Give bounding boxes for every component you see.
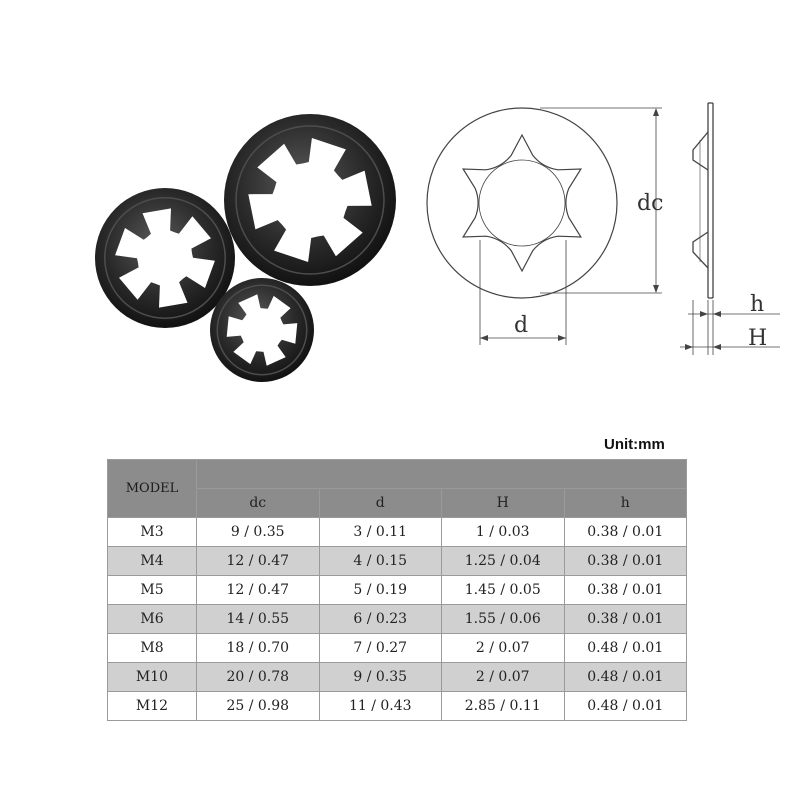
value-cell-H: 1 / 0.03 [442, 518, 565, 547]
value-cell-h: 0.48 / 0.01 [564, 663, 687, 692]
value-cell-dc: 12 / 0.47 [197, 547, 320, 576]
value-cell-dc: 12 / 0.47 [197, 576, 320, 605]
h-label: h [750, 292, 765, 317]
model-cell: M6 [108, 605, 197, 634]
table-row [108, 576, 687, 605]
value-cell-h: 0.38 / 0.01 [564, 518, 687, 547]
value-cell-H: 1.25 / 0.04 [442, 547, 565, 576]
value-cell-h: 0.38 / 0.01 [564, 547, 687, 576]
value-cell-d: 4 / 0.15 [319, 547, 442, 576]
value-cell-d: 7 / 0.27 [319, 634, 442, 663]
value-cell-d: 3 / 0.11 [319, 518, 442, 547]
table-row [108, 663, 687, 692]
table-body [108, 518, 687, 721]
d-label: d [514, 313, 529, 338]
H-label: H [748, 326, 768, 351]
value-cell-dc: 25 / 0.98 [197, 692, 320, 721]
header-band [197, 460, 687, 489]
value-cell-h: 0.48 / 0.01 [564, 634, 687, 663]
value-cell-dc: 14 / 0.55 [197, 605, 320, 634]
value-cell-h: 0.38 / 0.01 [564, 605, 687, 634]
table-row [108, 547, 687, 576]
table-row [108, 518, 687, 547]
inner-teeth-outline [463, 135, 581, 271]
value-cell-h: 0.48 / 0.01 [564, 692, 687, 721]
value-cell-H: 1.55 / 0.06 [442, 605, 565, 634]
value-cell-H: 1.45 / 0.05 [442, 576, 565, 605]
inner-diameter-circle [479, 160, 565, 246]
value-cell-dc: 9 / 0.35 [197, 518, 320, 547]
table-row [108, 692, 687, 721]
value-cell-d: 11 / 0.43 [319, 692, 442, 721]
column-header-dc: dc [197, 489, 320, 518]
value-cell-h: 0.38 / 0.01 [564, 576, 687, 605]
model-cell: M5 [108, 576, 197, 605]
value-cell-dc: 20 / 0.78 [197, 663, 320, 692]
column-header-H: H [442, 489, 565, 518]
value-cell-d: 5 / 0.19 [319, 576, 442, 605]
dc-label: dc [637, 191, 664, 216]
value-cell-H: 2 / 0.07 [442, 663, 565, 692]
table-row [108, 605, 687, 634]
model-cell: M8 [108, 634, 197, 663]
value-cell-d: 6 / 0.23 [319, 605, 442, 634]
column-header-d: d [319, 489, 442, 518]
value-cell-H: 2.85 / 0.11 [442, 692, 565, 721]
side-view [693, 103, 713, 298]
model-cell: M4 [108, 547, 197, 576]
model-cell: M3 [108, 518, 197, 547]
value-cell-d: 9 / 0.35 [319, 663, 442, 692]
value-cell-H: 2 / 0.07 [442, 634, 565, 663]
outer-diameter-circle [427, 108, 617, 298]
model-header: MODEL [108, 460, 197, 518]
value-cell-dc: 18 / 0.70 [197, 634, 320, 663]
column-header-h: h [564, 489, 687, 518]
model-cell: M12 [108, 692, 197, 721]
table-row [108, 634, 687, 663]
unit-label: Unit:mm [604, 436, 665, 453]
model-cell: M10 [108, 663, 197, 692]
teeth-outline-path [463, 135, 581, 271]
specification-table [107, 459, 687, 721]
